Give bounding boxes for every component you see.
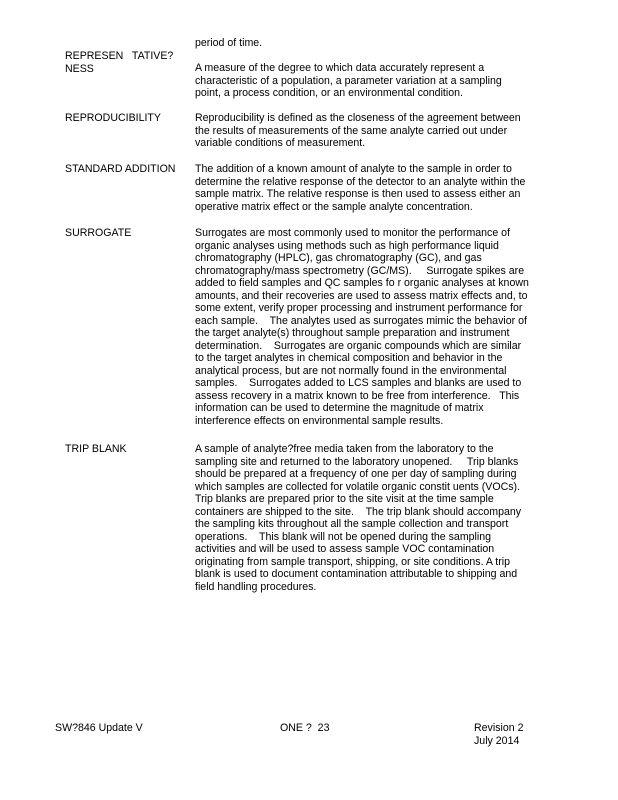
glossary-term-standard-addition: STANDARD ADDITION (65, 163, 176, 175)
glossary-definition-surrogate: Surrogates are most commonly used to monitor the performance of organic analyses using methods such as high performance liquid chromatography (HPLC), gas chromatography (GC), and gas chromatography/mass spectrometry (GC/MS). Surrogate spikes are added to field samples and QC samples fo r organic analyses at known amounts, and their recoveries are used to assess matrix effects and, to some extent, verify proper processing and instrument performance for each sample. The analytes used as surrogates mimic the behavior of the target analyte(s) throughout sample preparation and instrument determination. Surrogates are organic compounds which are similar to the target analytes in chemical composition and behavior in the analytical process, but are not normally found in the environmental samples. Surrogates added to LCS samples and blanks are used to assess recovery in a matrix known to be free from interference. This information can be used to determine the magnitude of matrix interference effects on environmental sample results. (195, 227, 529, 427)
glossary-definition-trip-blank: A sample of analyte?free media taken from the laboratory to the sampling site and returned to the laboratory unopened. Trip blanks should be prepared at a frequency of one per day of sampling during which samples are collected for volatile organic constit uents (VOCs). Trip blanks are prepared prior to the site visit at the time sample containers are shipped to the site. The trip blank should accompany the sampling kits throughout all the sample collection and transport operations. This blank will not be opened during the sampling activities and will be used to assess sample VOC contamination originating from sample transport, shipping, or site conditions. A trip blank is used to document contamination attributable to shipping and field handling procedures. (195, 443, 522, 593)
footer-page-number: ONE ? 23 (280, 722, 330, 734)
footer-document-id: SW?846 Update V (55, 722, 143, 734)
footer-date: July 2014 (474, 735, 520, 747)
glossary-term-surrogate: SURROGATE (65, 227, 132, 239)
continued-definition: period of time. (195, 37, 263, 49)
glossary-term-representativeness: REPRESEN TATIVE? NESS (65, 50, 174, 75)
glossary-term-reproducibility: REPRODUCIBILITY (65, 112, 161, 124)
glossary-definition-representativeness: A measure of the degree to which data accurately represent a characteristic of a population, a parameter variation at a sampling point, a process condition, or an environmental condition. (195, 62, 502, 99)
glossary-definition-reproducibility: Reproducibility is defined as the closeness of the agreement between the results of measurements of the same analyte carried out under variable conditions of measurement. (195, 112, 521, 149)
footer-revision: Revision 2 (474, 722, 524, 734)
glossary-term-trip-blank: TRIP BLANK (65, 443, 127, 455)
glossary-definition-standard-addition: The addition of a known amount of analyte to the sample in order to determine the relative response of the detector to an analyte within the sample matrix. The relative response is then used to assess either an operative matrix effect or the sample analyte concentration. (195, 163, 526, 213)
